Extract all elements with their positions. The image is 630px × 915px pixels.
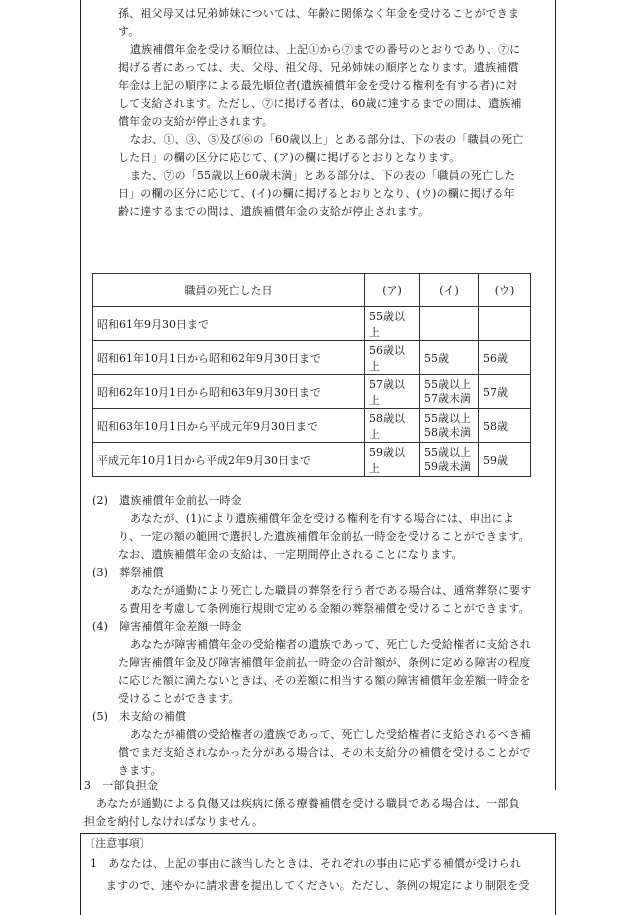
intro-line: 償年金の支給が停止されます。 <box>118 115 274 128</box>
section-2-line: り、一定の額の範囲で選択した遺族補償年金前払一時金を受けることができます。 <box>118 530 530 543</box>
cell-b: 55歳 <box>420 341 479 375</box>
cell-c: 59歳 <box>479 443 531 477</box>
notice-box <box>80 833 556 915</box>
intro-line: 年金は上記の順序による最先順位者(遺族補償年金を受ける権利を有する者)に対 <box>118 79 518 92</box>
cell-a: 56歳以上 <box>365 341 420 375</box>
section-5-line: 償でまだ支給されなかった分がある場合は、その未支給分の補償を受けることがで <box>118 746 531 759</box>
cell-b-line2: 58歳未満 <box>424 425 471 439</box>
header-date: 職員の死亡した日 <box>93 274 365 307</box>
table-row <box>93 443 531 477</box>
table-row <box>93 341 531 375</box>
section-4-line: あなたが障害補償年金の受給権者の遺族であって、死亡した受給権者に支給され <box>130 638 532 651</box>
intro-line: した日」の欄の区分に応じて、(ア)の欄に掲げるとおりとなります。 <box>118 151 461 164</box>
section-4-line: に応じた額に満たないときは、その差額に相当する額の障害補償年金差額一時金を <box>118 674 531 687</box>
section-2-title: (2) 遺族補償年金前払一時金 <box>92 494 242 507</box>
section-copay-line: あなたが通勤による負傷又は疾病に係る療養補償を受ける職員である場合は、一部負 <box>96 797 520 810</box>
cell-c: 56歳 <box>479 341 531 375</box>
cell-b-line1: 55歳以上 <box>424 445 471 459</box>
section-2-line: あなたが、(1)により遺族補償年金を受ける権利を有する場合には、申出によ <box>130 512 514 525</box>
cell-date: 昭和62年10月1日から昭和63年9月30日まで <box>93 375 365 409</box>
cell-a: 58歳以上 <box>365 409 420 443</box>
section-3-line: る費用を考慮して条例施行規則で定める金額の葬祭補償を受けることができます。 <box>118 602 530 615</box>
section-copay-title: 3 一部負担金 <box>84 779 159 792</box>
cell-date: 昭和61年9月30日まで <box>93 307 365 341</box>
table-row <box>93 409 531 443</box>
cell-c: 58歳 <box>479 409 531 443</box>
section-5-line: きます。 <box>118 764 162 777</box>
intro-line: 齢に達するまでの間は、遺族補償年金の支給が停止されます。 <box>118 205 430 218</box>
section-4-title: (4) 障害補償年金差額一時金 <box>92 620 242 633</box>
table-row <box>93 307 531 341</box>
cell-b-line1: 55歳以上 <box>424 377 471 391</box>
intro-line: また、⑦の「55歳以上60歳未満」とある部分は、下の表の「職員の死亡した <box>130 169 516 182</box>
cell-b <box>420 443 479 477</box>
intro-line: 日」の欄の区分に応じて、(イ)の欄に掲げるとおりとなり、(ウ)の欄に掲げる年 <box>118 187 515 200</box>
cell-date: 昭和61年10月1日から昭和62年9月30日まで <box>93 341 365 375</box>
notice-line: ますので、速やかに請求書を提出してください。ただし、条例の規定により制限を受 <box>106 879 530 892</box>
intro-line: す。 <box>118 25 140 38</box>
cell-b-line2: 57歳未満 <box>424 391 471 405</box>
table-row <box>93 375 531 409</box>
cell-b-line2: 59歳未満 <box>424 459 471 473</box>
age-table <box>92 273 531 477</box>
cell-a: 55歳以上 <box>365 307 420 341</box>
cell-date: 平成元年10月1日から平成2年9月30日まで <box>93 443 365 477</box>
cell-c: 57歳 <box>479 375 531 409</box>
section-copay-line: 担金を納付しなければなりません。 <box>84 815 264 828</box>
header-a: (ア) <box>365 274 420 307</box>
header-c: (ウ) <box>479 274 531 307</box>
section-2-line: なお、遺族補償年金の支給は、一定期間停止されることになります。 <box>118 548 463 561</box>
cell-date: 昭和63年10月1日から平成元年9月30日まで <box>93 409 365 443</box>
intro-line: 遺族補償年金を受ける順位は、上記①から⑦までの番号のとおりであり、⑦に <box>130 43 521 56</box>
notice-title: 〔注意事項〕 <box>84 837 151 850</box>
table-header-row <box>93 274 531 307</box>
cell-b <box>420 307 479 341</box>
section-4-line: 受けることができます。 <box>118 692 240 705</box>
cell-b <box>420 409 479 443</box>
section-5-line: あなたが補償の受給権者の遺族であって、死亡した受給権者に支給されるべき補 <box>130 728 532 741</box>
intro-line: なお、①、③、⑤及び⑥の「60歳以上」とある部分は、下の表の「職員の死亡 <box>130 133 524 146</box>
intro-line: 孫、祖父母又は兄弟姉妹については、年齢に関係なく年金を受けることができま <box>118 7 520 20</box>
notice-line: 1 あなたは、上記の事由に該当したときは、それぞれの事由に応ずる補償が受けられ <box>90 857 521 870</box>
section-3-title: (3) 葬祭補償 <box>92 566 164 579</box>
intro-line: して支給されます。ただし、⑦に掲げる者は、60歳に達するまでの間は、遺族補 <box>118 97 522 110</box>
cell-a: 59歳以上 <box>365 443 420 477</box>
cell-b-line1: 55歳以上 <box>424 411 471 425</box>
cell-b <box>420 375 479 409</box>
header-b: (イ) <box>420 274 479 307</box>
cell-c <box>479 307 531 341</box>
cell-a: 57歳以上 <box>365 375 420 409</box>
intro-line: 掲げる者にあっては、夫、父母、祖父母、兄弟姉妹の順序となります。遺族補償 <box>118 61 519 74</box>
section-3-line: あなたが通勤により死亡した職員の葬祭を行う者である場合は、通常葬祭に要す <box>130 584 532 597</box>
section-5-title: (5) 未支給の補償 <box>92 710 187 723</box>
section-4-line: た障害補償年金及び障害補償年金前払一時金の合計額が、条例に定める障害の程度 <box>118 656 531 669</box>
